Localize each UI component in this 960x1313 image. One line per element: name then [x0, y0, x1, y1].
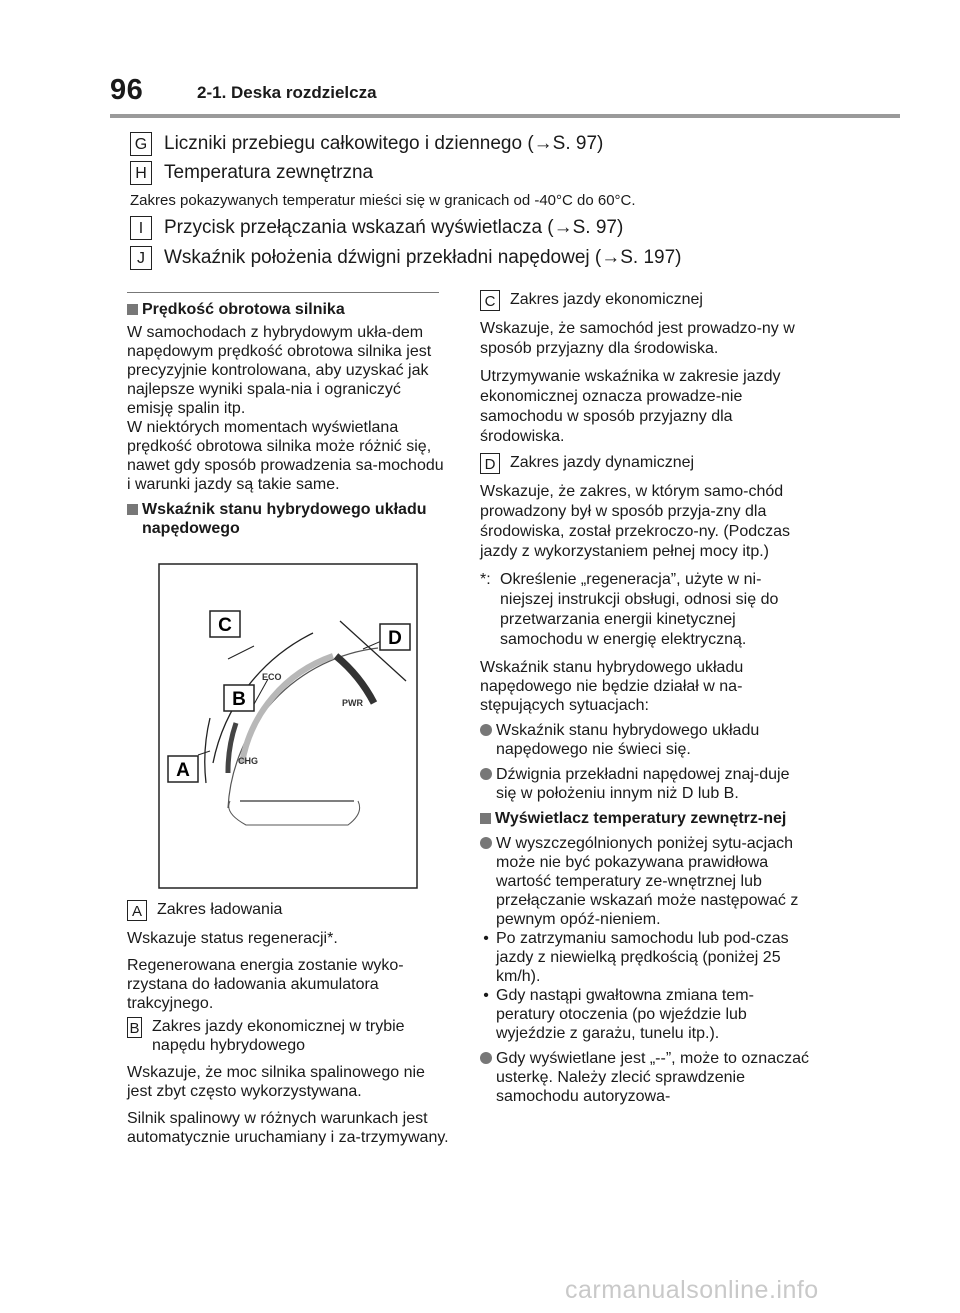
page-number: 96	[110, 74, 144, 106]
label-c: C	[218, 615, 232, 636]
bullet-item	[480, 986, 810, 1043]
dot-text: Gdy wyświetlane jest „--”, może to oznaczać usterkę. Należy zlecić sprawdzenie samochodu autoryzowa-	[496, 1050, 809, 1105]
dot-bullet-icon	[480, 724, 492, 736]
item-text: Wskaźnik położenia dźwigni przekładni napędowej (→S. 197)	[164, 247, 682, 268]
key-badge: C	[480, 290, 500, 311]
dot-item	[480, 765, 810, 803]
heading-text: Prędkość obrotowa silnika	[142, 301, 345, 318]
paragraph: W niektórych momentach wyświetlana prędkość obrotowa silnika może różnić się, nawet gdy sposób prowadzenia sa-mochodu i warunki jazdy są takie same.	[127, 419, 444, 493]
dot-bullet-icon	[480, 768, 492, 780]
dot-item	[480, 1049, 810, 1106]
label-b: B	[232, 689, 246, 710]
paragraph: W samochodach z hybrydowym ukła-dem napędowym prędkość obrotowa silnika jest precyzyjnie kontrolowana, aby uzyskać jak najlepsze wyniki spala-nia i ograniczyć emisję spalin itp.	[127, 324, 432, 417]
dot-text: W wyszczególnionych poniżej sytu-acjach może nie być pokazywana prawidłowa wartość temperatury ze-wnętrznej lub przełączanie wskazań może następować z pewnym opóź-nieniem.	[496, 835, 799, 928]
range-title: Zakres jazdy ekonomicznej w trybie napędu hybrydowego	[152, 1018, 405, 1054]
heading-text: Wskaźnik stanu hybrydowego układu napędowego	[142, 501, 427, 537]
square-bullet-icon	[127, 504, 138, 515]
hybrid-indicator-diagram	[158, 563, 418, 889]
key-badge: I	[130, 216, 152, 240]
bullet-item	[480, 929, 810, 986]
dot-bullet-icon	[480, 1052, 492, 1064]
dot-item	[480, 834, 810, 929]
heading-hybrid-indicator	[127, 500, 447, 538]
item-h	[130, 161, 373, 185]
item-i	[130, 216, 623, 240]
temperature-note: Zakres pokazywanych temperatur mieści się w granicach od -40°C do 60°C.	[130, 192, 636, 209]
paragraph: Wskazuje, że moc silnika spalinowego nie jest zbyt często wykorzystywana.	[127, 1064, 425, 1100]
heading-text: Wyświetlacz temperatury zewnętrz-nej	[495, 810, 787, 827]
footnote	[480, 570, 810, 650]
item-text: Temperatura zewnętrzna	[164, 162, 374, 183]
paragraph: Wskazuje, że zakres, w którym samo-chód prowadzony był w sposób przyja-zny dla środowiska, został przekroczo-ny. (Podczas jazdy z wykorzystaniem pełnej mocy itp.)	[480, 483, 791, 560]
bullet-text: Po zatrzymaniu samochodu lub pod-czas jazdy z niewielką prędkością (poniżej 25 km/h).	[496, 930, 789, 985]
dot-bullet-icon	[480, 837, 492, 849]
paragraph: Wskaźnik stanu hybrydowego układu napędowego nie będzie działał w na-stępujących sytuacjach:	[480, 659, 744, 714]
item-j	[130, 246, 682, 270]
footnote-mark: *:	[480, 571, 491, 588]
dot-text: Wskaźnik stanu hybrydowego układu napędowego nie świeci się.	[496, 722, 760, 758]
paragraph: Regenerowana energia zostanie wyko-rzystana do ładowania akumulatora trakcyjnego.	[127, 957, 404, 1012]
range-d	[480, 453, 810, 474]
paragraph: Wskazuje, że samochód jest prowadzo-ny w sposób przyjazny dla środowiska.	[480, 320, 795, 357]
item-text: Liczniki przebiegu całkowitego i dziennego (→S. 97)	[164, 133, 604, 154]
key-badge: H	[130, 161, 152, 185]
chg-text: CHG	[238, 756, 258, 766]
range-b	[127, 1017, 449, 1055]
paragraph: Utrzymywanie wskaźnika w zakresie jazdy ekonomicznej oznacza prowadze-nie samochodu w sposób przyjazny dla środowiska.	[480, 368, 781, 445]
watermark: carmanualsonline.info	[565, 1276, 819, 1304]
range-title: Zakres jazdy ekonomicznej	[510, 291, 703, 308]
range-c	[480, 290, 810, 311]
key-badge: D	[480, 453, 500, 474]
label-d: D	[388, 628, 402, 649]
key-badge: A	[127, 900, 147, 921]
bullet-icon: •	[483, 930, 489, 947]
dot-text: Dźwignia przekładni napędowej znaj-duje się w położeniu innym niż D lub B.	[496, 766, 790, 802]
range-title: Zakres ładowania	[157, 901, 283, 918]
heading-engine-speed	[127, 300, 447, 319]
label-a: A	[176, 760, 190, 781]
left-column-lower	[127, 900, 449, 1147]
range-a	[127, 900, 449, 921]
dot-item	[480, 721, 810, 759]
footnote-text: Określenie „regeneracja”, użyte w ni-niejszej instrukcji obsługi, odnosi się do przetwarzania energii kinetycznej samochodu w energię elektryczną.	[500, 571, 779, 648]
item-text: Przycisk przełączania wskazań wyświetlacza (→S. 97)	[164, 217, 624, 238]
heading-outside-temp	[480, 809, 810, 828]
pwr-text: PWR	[342, 698, 363, 708]
key-badge: G	[130, 132, 152, 156]
paragraph: Silnik spalinowy w różnych warunkach jest automatycznie uruchamiany i za-trzymywany.	[127, 1110, 449, 1146]
square-bullet-icon	[127, 304, 138, 315]
range-title: Zakres jazdy dynamicznej	[510, 454, 695, 471]
paragraph: Wskazuje status regeneracji*.	[127, 930, 338, 947]
key-badge: B	[127, 1017, 142, 1038]
header-rule	[110, 114, 900, 118]
eco-text: ECO	[262, 672, 282, 682]
bullet-icon: •	[483, 987, 489, 1004]
bullet-text: Gdy nastąpi gwałtowna zmiana tem-peratury otoczenia (po wjeździe lub wyjeździe z garażu, tunelu itp.).	[496, 987, 754, 1042]
square-bullet-icon	[480, 813, 491, 824]
left-column	[127, 300, 447, 538]
column-rule	[127, 292, 439, 293]
right-column	[480, 290, 810, 1106]
key-badge: J	[130, 246, 152, 270]
section-title: 2-1. Deska rozdzielcza	[197, 83, 377, 102]
item-g	[130, 132, 603, 156]
